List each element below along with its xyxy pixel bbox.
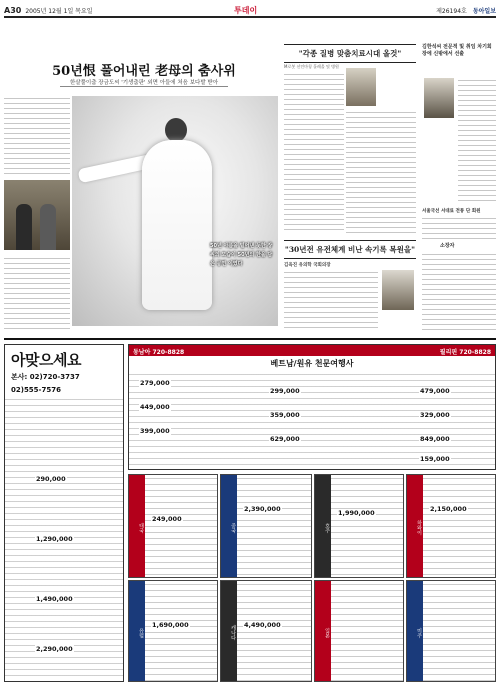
ad-price: 449,000 bbox=[140, 403, 170, 411]
tour-tile bbox=[314, 474, 404, 578]
headline-rule bbox=[60, 86, 228, 87]
dancer-dress bbox=[142, 140, 212, 310]
side-headline: 김한석씨 전문적 및 취임 차기회장에 신밖에서 선출 bbox=[422, 44, 492, 57]
ad-price: 2,390,000 bbox=[244, 505, 281, 513]
side-body-c bbox=[422, 252, 496, 332]
ad-price: 249,000 bbox=[152, 515, 182, 523]
paper-name: 동아일보 bbox=[472, 7, 496, 15]
tour-tile bbox=[406, 580, 496, 682]
ad-price: 1,990,000 bbox=[338, 509, 375, 517]
tour-tile bbox=[406, 474, 496, 578]
ad-price: 1,290,000 bbox=[36, 535, 73, 543]
feature-body-col-1 bbox=[4, 96, 70, 176]
feature-body-col-2 bbox=[4, 256, 70, 330]
masthead bbox=[4, 4, 496, 18]
side-subheadline: 서울국선 서대료 전통 단 회원 bbox=[422, 209, 481, 214]
opinion1-portrait bbox=[346, 68, 376, 106]
ad-price: 290,000 bbox=[36, 475, 66, 483]
opinion1-body-b bbox=[346, 110, 416, 234]
ad-price: 159,000 bbox=[420, 455, 450, 463]
tile-label: 일본 bbox=[315, 581, 331, 681]
dancer-head bbox=[165, 118, 187, 142]
tour-tile bbox=[128, 474, 218, 578]
ad-price: 279,000 bbox=[140, 379, 170, 387]
region-phone: 720-8828 bbox=[459, 349, 491, 356]
opinion2-byline: 김육진 유의학 국회의장 bbox=[284, 263, 331, 268]
tour-tile bbox=[220, 474, 312, 578]
advertisement-area bbox=[4, 338, 496, 683]
ad-price: 2,150,000 bbox=[430, 505, 467, 513]
opinion1-body-a bbox=[284, 72, 344, 234]
ad-logo: 아맞으세요 bbox=[11, 351, 81, 369]
dancer-photo bbox=[72, 96, 278, 326]
person-figure bbox=[16, 204, 32, 250]
tile-label: 태국 bbox=[129, 475, 145, 577]
tile-label: 중국 bbox=[221, 475, 237, 577]
opinion2-headline: "30년전 유전체계 비난 속기록 복원을" bbox=[284, 240, 416, 259]
tour-tile bbox=[128, 580, 218, 682]
region-phone: 720-8828 bbox=[152, 349, 185, 356]
region-label: 필리핀 bbox=[439, 349, 458, 356]
page-number: A30 bbox=[4, 5, 22, 15]
tile-label: 하와이 bbox=[407, 475, 423, 577]
region-label: 동남아 bbox=[133, 349, 151, 356]
feature-headline: 50년恨 풀어내린 老母의 춤사위 bbox=[52, 64, 236, 79]
ad-phone-1: 본사: 02)720-3737 bbox=[11, 373, 80, 381]
ad-price: 399,000 bbox=[140, 427, 170, 435]
couple-photo bbox=[4, 180, 70, 250]
side-third-headline: 소장자 bbox=[440, 243, 455, 249]
ad-price: 4,490,000 bbox=[244, 621, 281, 629]
side-portrait bbox=[424, 78, 454, 118]
tile-label: 캐나다 bbox=[221, 581, 237, 681]
ad-price: 479,000 bbox=[420, 387, 450, 395]
travel-ad-center bbox=[128, 344, 496, 470]
ad-phone-2: 02)555-7576 bbox=[11, 386, 61, 394]
tile-label: 유럽 bbox=[129, 581, 145, 681]
tile-label: 미주 bbox=[407, 581, 423, 681]
ad-price: 849,000 bbox=[420, 435, 450, 443]
issue-date: 2005년 12월 1일 목요일 bbox=[25, 7, 93, 15]
opinion1-headline: "각종 질병 맞춤치료시대 올것" bbox=[284, 44, 416, 63]
ad-price: 2,290,000 bbox=[36, 645, 73, 653]
ad-agency-title: 베트남/원유 천문여행사 bbox=[270, 359, 354, 368]
opinion2-body-a bbox=[284, 270, 378, 332]
ad-price: 1,490,000 bbox=[36, 595, 73, 603]
travel-ad-left bbox=[4, 344, 124, 682]
ad-band bbox=[129, 345, 495, 356]
side-body-a bbox=[458, 78, 496, 204]
tour-tile bbox=[220, 580, 312, 682]
side-body-b bbox=[422, 216, 496, 240]
tile-label: 호주 bbox=[315, 475, 331, 577]
section-title: 투데이 bbox=[234, 5, 258, 15]
opinion2-portrait bbox=[382, 270, 414, 310]
ad-price: 1,690,000 bbox=[152, 621, 189, 629]
photo-quote: 50년 아픔을 털어낸 듯한 장씨의 모습이 50년의 한을 담은 공연 이였다 bbox=[210, 243, 273, 267]
ad-price: 359,000 bbox=[270, 411, 300, 419]
ad-price: 329,000 bbox=[420, 411, 450, 419]
tour-tile bbox=[314, 580, 404, 682]
feature-subheadline: 한살풀이춤 장금도씨 '기생춤판' 외면 아들에 처음 보다발 받아 bbox=[69, 80, 219, 86]
opinion1-byline: M로봇 선인마칭 홀레울 및 병원 bbox=[284, 64, 339, 69]
issue-number: 제26194호 bbox=[436, 7, 467, 15]
person-figure bbox=[40, 204, 56, 250]
ad-price: 629,000 bbox=[270, 435, 300, 443]
ad-price: 299,000 bbox=[270, 387, 300, 395]
